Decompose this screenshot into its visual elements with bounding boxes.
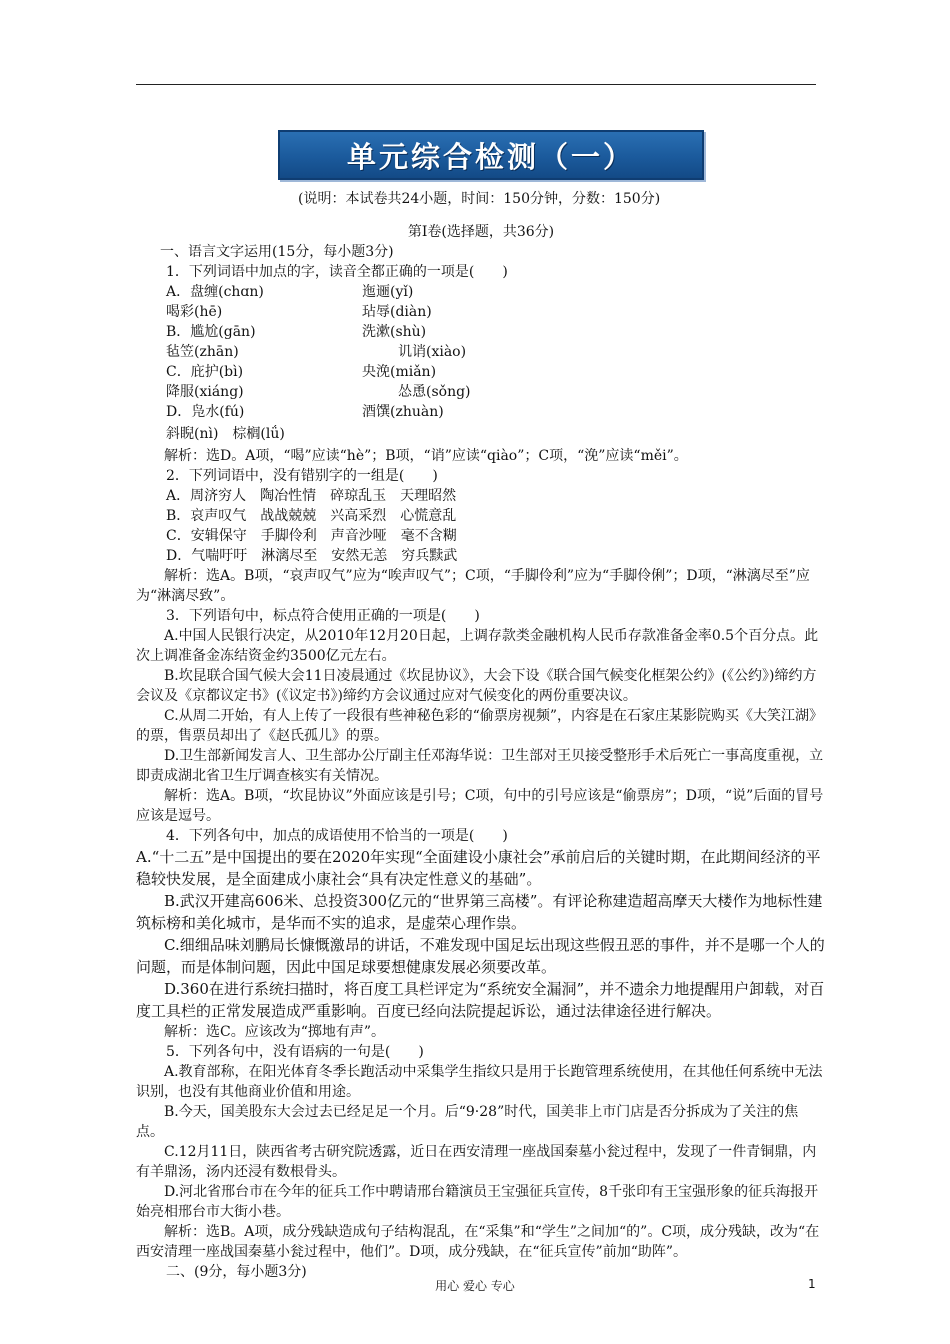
- question-stem: 3．下列语句中，标点符合使用正确的一项是( ): [166, 608, 480, 624]
- question-stem: 4．下列各句中，加点的成语使用不恰当的一项是( ): [166, 828, 508, 844]
- option-cell: 酒馔(zhuàn): [362, 404, 444, 420]
- analysis-text: 解析：选A。B项，“坎昆协议”外面应该是引号；C项，句中的引号应该是“偷票房”；D项，“说”后面的冒号应该是逗号。: [136, 788, 824, 824]
- option-row: [136, 382, 826, 402]
- part-heading: 二、(9分，每小题3分): [166, 1264, 307, 1280]
- exam-note: (说明：本试卷共24小题，时间：150分钟，分数：150分): [298, 191, 661, 207]
- option-cell: 喝彩(hē): [166, 304, 223, 320]
- option-paragraph: A.教育部称，在阳光体育冬季长跑活动中采集学生指纹只是用于长跑管理系统使用，在其他任何系统中无法识别，也没有其他商业价值和用途。: [136, 1064, 823, 1100]
- analysis-text: 解析：选C。应该改为“掷地有声”。: [164, 1024, 386, 1040]
- option-cell: C．庇护(bì): [166, 364, 244, 380]
- option-cell: 迤逦(yǐ): [362, 284, 414, 300]
- option-cell: 玷辱(diàn): [362, 304, 432, 320]
- option-cell: 降服(xiáng): [166, 384, 244, 400]
- option-cell: 央浼(miǎn): [362, 364, 437, 380]
- option-cell: 洗漱(shù): [362, 324, 427, 340]
- option-cell: 毡笠(zhān): [166, 344, 239, 360]
- option-cell: B．尴尬(gān): [166, 324, 256, 340]
- option-row: [136, 302, 826, 322]
- option-paragraph: B.坎昆联合国气候大会11日凌晨通过《坎昆协议》，大会下设《联合国气候变化框架公约》(《公约》)缔约方会议及《京都议定书》(《议定书》)缔约方会议通过应对气候变化的两份重要决议。: [136, 668, 817, 704]
- title-banner: [278, 130, 704, 180]
- option-line: D．气喘吁吁 淋漓尽至 安然无恙 穷兵黩武: [166, 548, 458, 564]
- question-stem: 2．下列词语中，没有错别字的一组是( ): [166, 468, 438, 484]
- option-paragraph: B.武汉开建高606米、总投资300亿元的“世界第三高楼”。有评论称建造超高摩天大楼作为地标性建筑标榜和美化城市，是华而不实的追求，是虚荣心理作祟。: [136, 892, 823, 932]
- footer-motto: 用心 爱心 专心: [435, 1279, 515, 1293]
- part-heading: 一、语言文字运用(15分，每小题3分): [160, 244, 394, 260]
- question-stem: 5．下列各句中，没有语病的一句是( ): [166, 1044, 424, 1060]
- option-line: C．安辑保守 手脚伶利 声音沙哑 毫不含糊: [166, 528, 457, 544]
- analysis-text: 解析：选A。B项，“哀声叹气”应为“唉声叹气”；C项，“手脚伶利”应为“手脚伶俐”；D项，“淋漓尽至”应为“淋漓尽致”。: [136, 568, 810, 604]
- option-paragraph: D.卫生部新闻发言人、卫生部办公厅副主任邓海华说：卫生部对王贝接受整形手术后死亡一事高度重视，立即责成湖北省卫生厅调查核实有关情况。: [136, 748, 824, 784]
- option-paragraph: C.从周二开始，有人上传了一段很有些神秘色彩的“偷票房视频”，内容是在石家庄某影院购买《大笑江湖》的票，售票员却出了《赵氏孤儿》的票。: [136, 708, 823, 744]
- option-paragraph: A.“十二五”是中国提出的要在2020年实现“全面建设小康社会”承前启后的关键时期，在此期间经济的平稳较快发展，是全面建成小康社会“具有决定性意义的基础”。: [136, 848, 821, 888]
- option-paragraph: B.今天，国美股东大会过去已经足足一个月。后“9·28”时代，国美非上市门店是否分拆成为了关注的焦点。: [136, 1104, 799, 1140]
- page-number: 1: [808, 1277, 816, 1291]
- question-stem: 1．下列词语中加点的字，读音全都正确的一项是( ): [166, 264, 508, 280]
- option-paragraph: C.细细品味刘鹏局长慷慨激昂的讲话，不难发现中国足坛出现这些假丑恶的事件，并不是哪一个人的问题，而是体制问题，因此中国足球要想健康发展必须要改革。: [136, 936, 825, 976]
- option-paragraph: C.12月11日，陕西省考古研究院透露，近日在西安清理一座战国秦墓小瓮过程中，发现了一件青铜鼎，内有羊鼎汤，汤内还浸有数根骨头。: [136, 1144, 817, 1180]
- option-line: B．哀声叹气 战战兢兢 兴高采烈 心慌意乱: [166, 508, 457, 524]
- option-row: [136, 322, 826, 342]
- document-body: [136, 222, 826, 1282]
- option-cell: 讥诮(xiào): [398, 344, 467, 360]
- option-row: [136, 362, 826, 382]
- option-row: 斜睨(nì) 棕榈(lǘ): [166, 426, 285, 442]
- option-row: [136, 342, 826, 362]
- header-rule: [136, 84, 816, 85]
- option-line: A．周济穷人 陶冶性情 碎琼乱玉 天理昭然: [166, 488, 457, 504]
- section-title: 第Ⅰ卷(选择题，共36分): [407, 224, 555, 240]
- option-cell: D．凫水(fú): [166, 404, 245, 420]
- option-paragraph: D.360在进行系统扫描时，将百度工具栏评定为“系统安全漏洞”，并不遗余力地提醒用户卸载，对百度工具栏的正常发展造成严重影响。百度已经向法院提起诉讼，通过法律途径进行解决。: [136, 980, 825, 1020]
- analysis-text: 解析：选D。A项，“喝”应读“hè”；B项，“诮”应读“qiào”；C项，“浼”应读“měi”。: [164, 448, 688, 464]
- option-row: [136, 282, 826, 302]
- option-paragraph: D.河北省邢台市在今年的征兵工作中聘请邢台籍演员王宝强征兵宣传，8千张印有王宝强形象的征兵海报开始亮相邢台市大街小巷。: [136, 1184, 819, 1220]
- option-row: [136, 402, 826, 422]
- analysis-text: 解析：选B。A项，成分残缺造成句子结构混乱，在“采集”和“学生”之间加“的”。C项，成分残缺，改为“在西安清理一座战国秦墓小瓮过程中，他们”。D项，成分残缺，在“征兵宣传”前加“助阵”。: [136, 1224, 820, 1260]
- option-cell: A．盘缠(chɑn): [166, 284, 264, 300]
- banner-title: 单元综合检测（一）: [346, 139, 635, 174]
- option-cell: 怂恿(sǒng): [398, 384, 471, 400]
- option-paragraph: A.中国人民银行决定，从2010年12月20日起，上调存款类金融机构人民币存款准备金率0.5个百分点。此次上调准备金冻结资金约3500亿元左右。: [136, 628, 819, 664]
